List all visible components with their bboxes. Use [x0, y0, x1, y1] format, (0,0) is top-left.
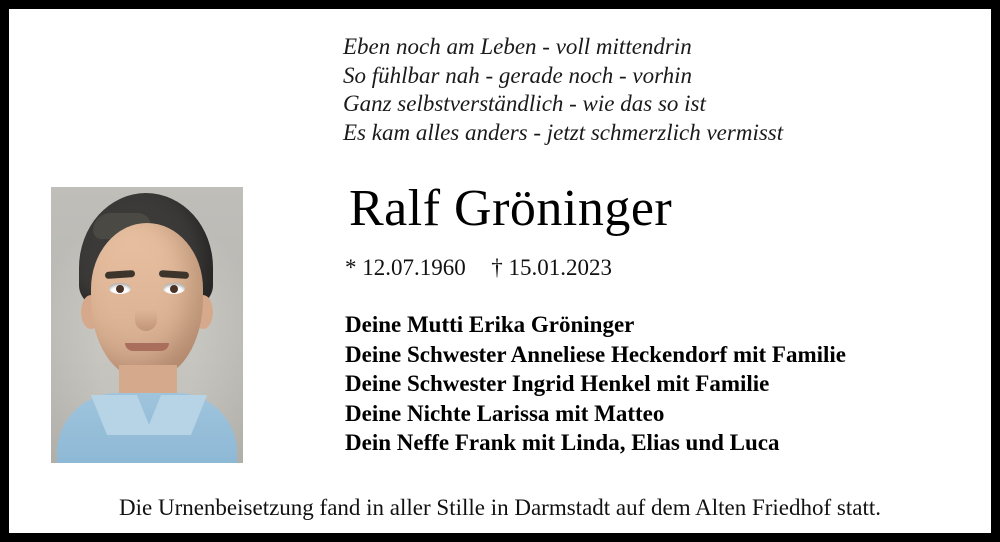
- life-dates: [345, 255, 612, 281]
- burial-note: Die Urnenbeisetzung fand in aller Stille in Darmstadt auf dem Alten Friedhof statt.: [119, 495, 881, 520]
- portrait-image: [51, 187, 243, 463]
- family-line-3: Deine Schwester Ingrid Henkel mit Familie: [345, 371, 770, 396]
- portrait-nose: [135, 295, 157, 331]
- death-date: † 15.01.2023: [491, 255, 612, 280]
- poem-line-2: So fühlbar nah - gerade noch - vorhin: [343, 62, 693, 88]
- portrait-eye-right: [163, 283, 185, 294]
- poem-line-3: Ganz selbstverständlich - wie das so ist: [343, 91, 706, 116]
- poem-line-1: Eben noch am Leben - voll mittendrin: [343, 34, 692, 59]
- family-line-2: Deine Schwester Anneliese Heckendorf mit Familie: [345, 341, 847, 367]
- portrait-mouth: [125, 343, 169, 351]
- family-list: [345, 310, 846, 458]
- portrait-photo: [51, 187, 243, 463]
- deceased-name: Ralf Gröninger: [349, 180, 673, 237]
- portrait-eye-left: [109, 283, 131, 294]
- family-line-4: Deine Nichte Larissa mit Matteo: [345, 400, 665, 426]
- family-line-1: Deine Mutti Erika Gröninger: [345, 312, 635, 337]
- poem-line-4: Es kam alles anders - jetzt schmerzlich vermisst: [343, 119, 784, 145]
- family-line-5: Dein Neffe Frank mit Linda, Elias und Luca: [345, 430, 780, 455]
- obituary-inner: [9, 9, 991, 533]
- poem-block: [343, 33, 783, 147]
- birth-date: * 12.07.1960: [345, 255, 466, 280]
